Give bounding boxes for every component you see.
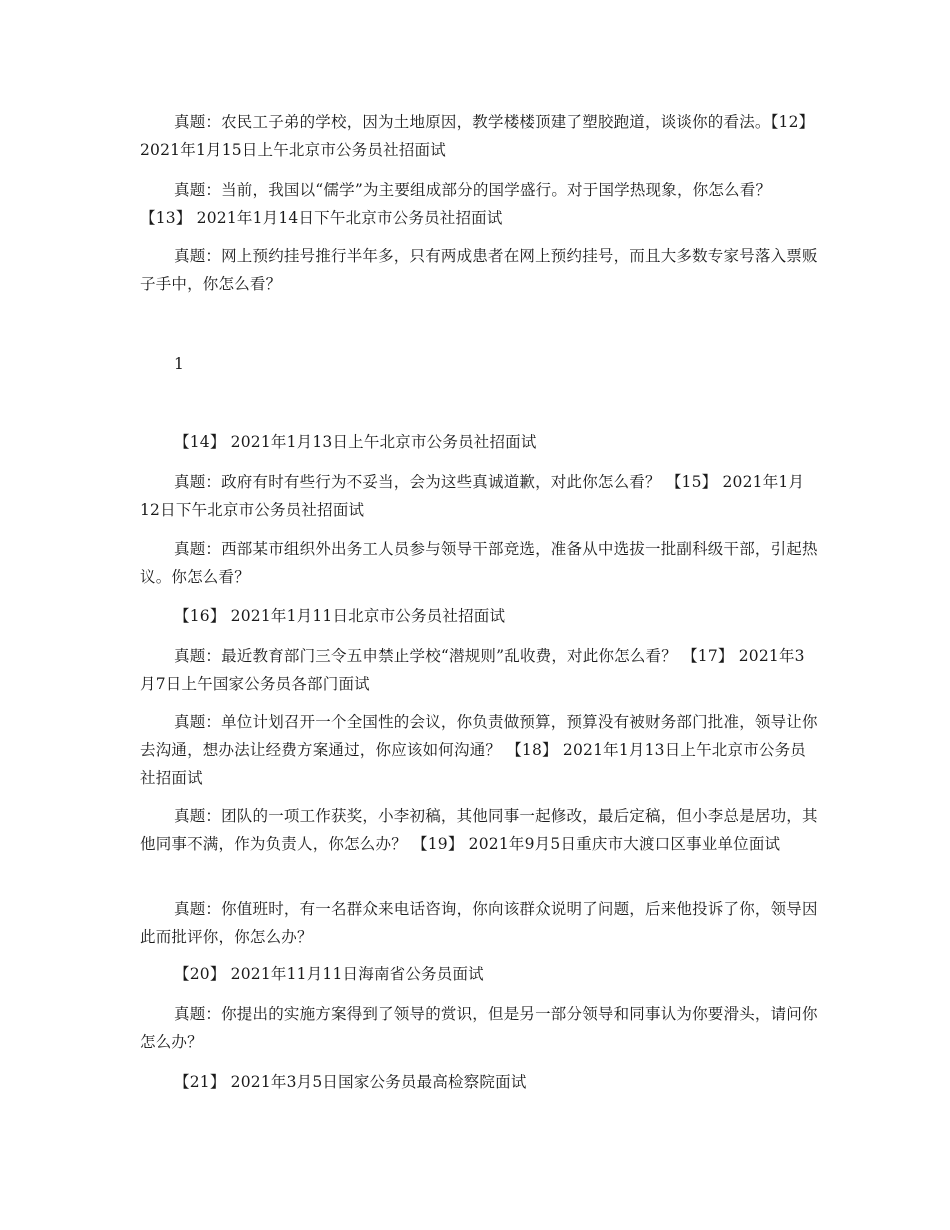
paragraph-question-16: 真题：最近教育部门三令五申禁止学校“潜规则”乱收费，对此你怎么看？ 【17】 2021年3月7日上午国家公务员各部门面试	[140, 647, 805, 693]
paragraph-question-20: 真题：你提出的实施方案得到了领导的赏识，但是另一部分领导和同事认为你要滑头，请问你怎么办？	[140, 1005, 818, 1051]
paragraph-question-18: 真题：团队的一项工作获奖，小李初稿，其他同事一起修改，最后定稿，但小李总是居功，其他同事不满，作为负责人，你怎么办？ 【19】 2021年9月5日重庆市大渡口区事业单位面试	[140, 807, 818, 853]
paragraph-heading-16: 【16】 2021年1月11日北京市公务员社招面试	[174, 607, 506, 625]
paragraph-question-15: 真题：西部某市组织外出务工人员参与领导干部竞选，准备从中选拔一批副科级干部，引起热议。你怎么看？	[140, 540, 818, 586]
page-number: 1	[174, 355, 184, 373]
paragraph-question-19: 真题：你值班时，有一名群众来电话咨询，你向该群众说明了问题，后来他投诉了你，领导因此而批评你，你怎么办？	[140, 900, 818, 946]
paragraph-heading-21: 【21】 2021年3月5日国家公务员最高检察院面试	[174, 1073, 527, 1091]
paragraph-question-13: 真题：网上预约挂号推行半年多，只有两成患者在网上预约挂号，而且大多数专家号落入票贩子手中，你怎么看？	[140, 247, 818, 293]
paragraph-question-17: 真题：单位计划召开一个全国性的会议，你负责做预算，预算没有被财务部门批准，领导让你去沟通，想办法让经费方案通过，你应该如何沟通？ 【18】 2021年1月13日上午北京市公务员社招面试	[140, 713, 818, 787]
paragraph-question-11: 真题：农民工子弟的学校，因为土地原因，教学楼楼顶建了塑胶跑道，谈谈你的看法。【12】 2021年1月15日上午北京市公务员社招面试	[140, 113, 815, 159]
paragraph-heading-14: 【14】 2021年1月13日上午北京市公务员社招面试	[174, 433, 537, 451]
paragraph-heading-20: 【20】 2021年11月11日海南省公务员面试	[174, 965, 484, 983]
paragraph-question-12: 真题：当前，我国以“儒学”为主要组成部分的国学盛行。对于国学热现象，你怎么看？ 【13】 2021年1月14日下午北京市公务员社招面试	[140, 181, 772, 227]
paragraph-question-14: 真题：政府有时有些行为不妥当，会为这些真诚道歉，对此你怎么看？ 【15】 2021年1月12日下午北京市公务员社招面试	[140, 473, 805, 519]
